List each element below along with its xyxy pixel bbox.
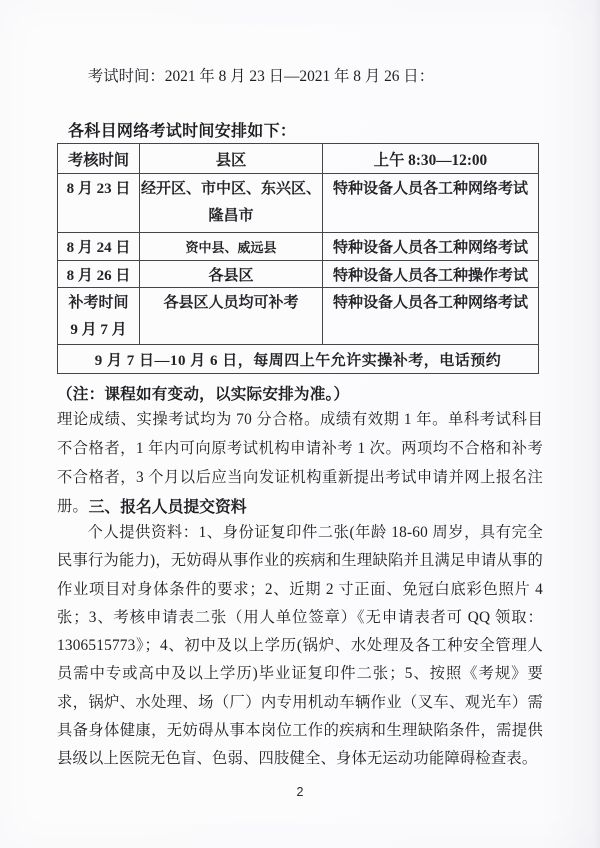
- cell-district: [140, 233, 323, 261]
- cell-district: [140, 174, 323, 233]
- section-heading: 三、报名人员提交资料: [88, 499, 247, 516]
- cell-time-text: 8 月 23 日: [66, 181, 131, 197]
- note-line: （注：课程如有变动，以实际安排为准。）: [57, 386, 350, 403]
- cell-time: [58, 288, 140, 345]
- cell-time-line: 9 月 7 月: [70, 322, 127, 338]
- cell-district-line: 隆昌市: [208, 208, 254, 224]
- table-row: [58, 261, 539, 288]
- table-footer-row: [58, 345, 539, 374]
- cell-subject-text: 特种设备人员各工种网络考试: [332, 181, 528, 197]
- col-header-district: 县区: [140, 144, 323, 174]
- cell-time: [58, 174, 140, 233]
- exam-time-line: 考试时间：2021 年 8 月 23 日—2021 年 8 月 26 日：: [87, 68, 435, 85]
- cell-time: 8 月 24 日: [58, 233, 140, 261]
- col-header-session: 上午 8:30—12:00: [323, 144, 539, 174]
- cell-district-line: 经开区、市中区、东兴区、: [140, 181, 321, 197]
- cell-district: [140, 288, 323, 345]
- table-row: [58, 174, 539, 233]
- table-header-row: [58, 144, 539, 174]
- schedule-heading: 各科目网络考试时间安排如下：: [68, 123, 297, 140]
- cell-time: 8 月 26 日: [58, 261, 140, 288]
- cell-district: 各县区: [140, 261, 323, 288]
- cell-subject: [323, 174, 539, 233]
- cell-district-line: 资中县、威远县: [185, 240, 277, 255]
- table-row: [58, 288, 539, 345]
- col-header-time: 考核时间: [58, 144, 140, 174]
- table-footer-note: 9 月 7 日—10 月 6 日，每周四上午允许实操补考，电话预约: [58, 345, 539, 374]
- results-paragraph: 理论成绩、实操考试均为 70 分合格。成绩有效期 1 年。单科考试科目不合格者，1 年内可向原考试机构申请补考 1 次。两项均不合格和补考不合格者，3 个月以后应当向发证机构重新提出考试申请并网上报名注册。: [57, 411, 543, 515]
- cell-subject: 特种设备人员各工种操作考试: [323, 261, 539, 288]
- cell-subject: [323, 288, 539, 345]
- table-row: [58, 233, 539, 261]
- cell-subject: 特种设备人员各工种网络考试: [323, 233, 539, 261]
- schedule-table: [57, 143, 539, 374]
- page-number: 2: [296, 785, 304, 799]
- materials-paragraph: 个人提供资料：1、身份证复印件二张(年龄 18-60 周岁，具有完全民事行为能力)，无妨碍从事作业的疾病和生理缺陷并且满足申请从事的作业项目对身体条件的要求；2、近期 2 寸正面、免冠白底彩色照片 4 张；3、考核申请表二张（用人单位签章）《无申请表者可 QQ 领取：1306515773》；4、初中及以上学历(锅炉、水处理及各工种安全管理人员需中专或高中及以上学历)毕业证复印件二张；5、按照《考规》要求，锅炉、水处理、场（厂）内专用机动车辆作业（叉车、观光车）需具备身体健康，无妨碍从事本岗位工作的疾病和生理缺陷条件，需提供县级以上医院无色盲、色弱、四肢健全、身体无运动功能障碍检查表。: [57, 524, 543, 768]
- cell-time-line: 补考时间: [68, 295, 129, 311]
- cell-subject-text: 特种设备人员各工种网络考试: [332, 295, 528, 311]
- cell-district-line: 各县区人员均可补考: [163, 295, 299, 311]
